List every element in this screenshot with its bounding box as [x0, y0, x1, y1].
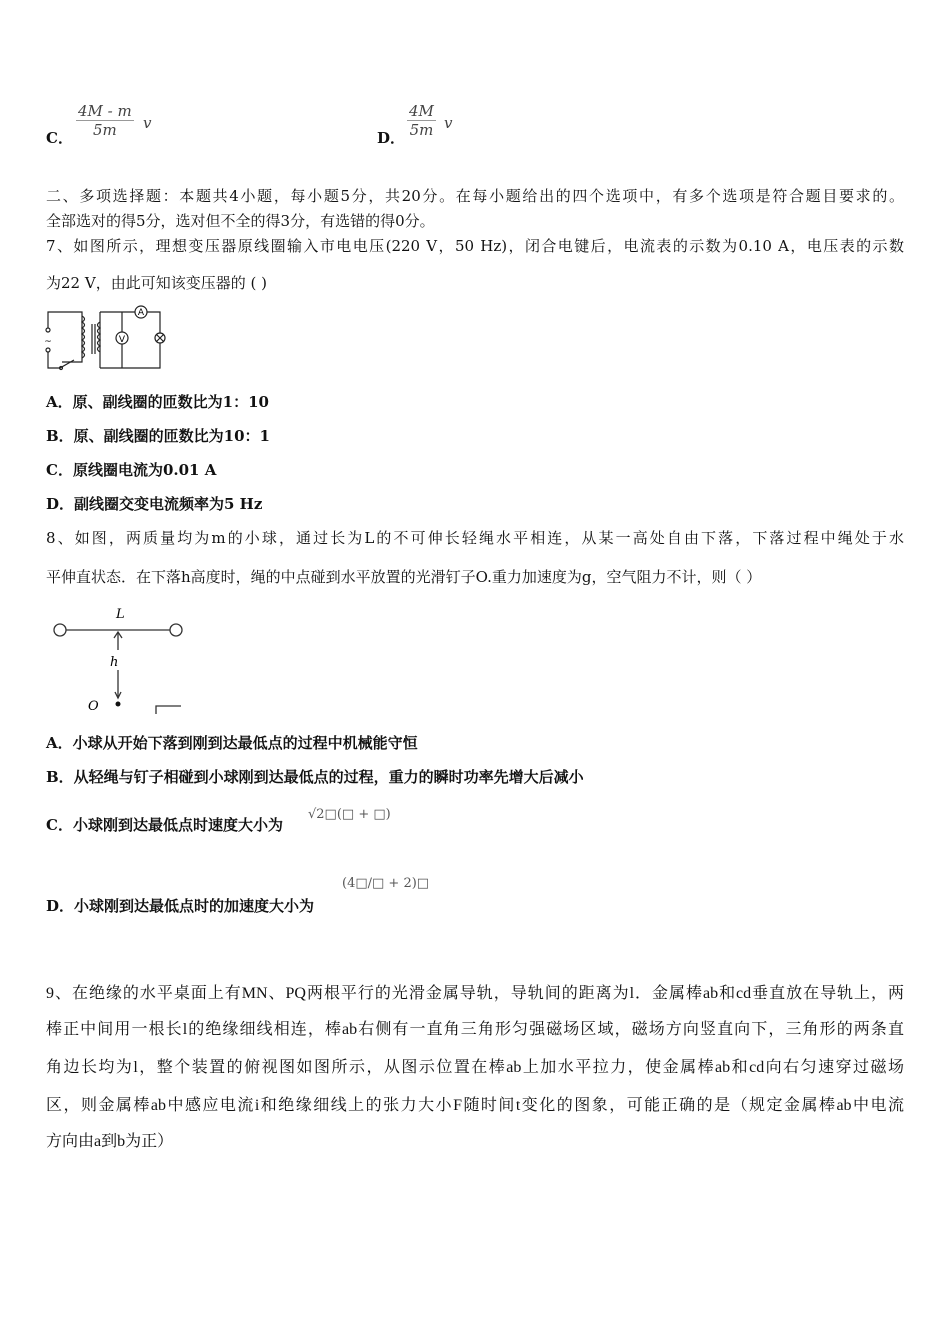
- length-label: L: [116, 607, 125, 622]
- option-d-denominator: 5m: [409, 121, 434, 139]
- right-ball-icon: [170, 624, 182, 636]
- q7-option-c: C．原线圈电流为0.01 A: [46, 461, 217, 479]
- option-d-suffix: v: [444, 114, 453, 132]
- q8-option-d: D．小球刚到达最低点时的加速度大小为: [46, 897, 315, 915]
- option-c-suffix: v: [143, 114, 152, 132]
- option-c-numerator: 4M - m: [78, 102, 132, 120]
- q7-option-d: D．副线圈交变电流频率为5 Hz: [46, 495, 263, 513]
- q7-stem-line: 7、如图所示，理想变压器原线圈输入市电电压(220 V，50 Hz)，闭合电键后，电流表的示数为0.10 A，电压表的示数: [46, 237, 904, 255]
- option-d-label: D．: [377, 129, 406, 147]
- transformer-circuit-diagram: [42, 302, 172, 372]
- q9-stem-line: 区，则金属棒ab中感应电流i和绝缘细线上的张力大小F随时间t变化的图象，可能正确的是（规定金属棒ab中电流: [46, 1097, 904, 1114]
- q8-option-d-formula: (4□/□ + 2)□: [342, 876, 430, 891]
- q7-option-b: B．原、副线圈的匝数比为10：1: [46, 427, 270, 445]
- q7-stem-line: 为22 V，由此可知该变压器的 ( ): [46, 274, 267, 292]
- q9-stem-line: 角边长均为l，整个装置的俯视图如图所示，从图示位置在棒ab上加水平拉力，使金属棒ab和cd向右匀速穿过磁场: [46, 1059, 904, 1076]
- option-c-denominator: 5m: [92, 121, 117, 139]
- voltmeter-label: V: [118, 335, 126, 345]
- source-terminal-icon: [46, 348, 50, 352]
- nail-label: O: [88, 699, 99, 714]
- q9-stem-line: 9、在绝缘的水平桌面上有MN、PQ两根平行的光滑金属导轨，导轨间的距离为l．金属棒ab和cd垂直放在导轨上，两: [46, 985, 904, 1002]
- q8-option-a: A．小球从开始下落到刚到达最低点的过程中机械能守恒: [46, 734, 418, 752]
- q7-option-a: A．原、副线圈的匝数比为1：10: [46, 393, 269, 411]
- q8-option-b: B．从轻绳与钉子相碰到小球刚到达最低点的过程，重力的瞬时功率先增大后减小: [46, 768, 584, 786]
- q8-stem-line: 8、如图，两质量均为m的小球，通过长为L的不可伸长轻绳水平相连，从某一高处自由下落，下落过程中绳处于水: [46, 529, 904, 547]
- q9-stem-line: 方向由a到b为正）: [46, 1133, 174, 1150]
- nail-icon: [116, 702, 121, 707]
- option-d-fraction: [407, 102, 436, 139]
- q8-option-c-formula: √2□(□ + □): [308, 807, 391, 822]
- option-c-label: C．: [46, 129, 73, 147]
- option-c-fraction: [76, 102, 134, 139]
- section-heading-line: 二、多项选择题：本题共4小题，每小题5分，共20分。在每小题给出的四个选项中，有多个选项是符合题目要求的。: [46, 187, 904, 205]
- q9-stem-line: 棒正中间用一根长l的绝缘细线相连，棒ab右侧有一直角三角形匀强磁场区域，磁场方向竖直向下，三角形的两条直: [46, 1021, 904, 1038]
- left-ball-icon: [54, 624, 66, 636]
- height-label: h: [110, 655, 119, 670]
- source-terminal-icon: [46, 328, 50, 332]
- q8-option-c: C．小球刚到达最低点时速度大小为: [46, 816, 283, 834]
- q8-stem-line: 平伸直状态．在下落h高度时，绳的中点碰到水平放置的光滑钉子O.重力加速度为g，空气阻力不计，则（ ）: [46, 568, 762, 586]
- ac-source-label: ~: [44, 337, 52, 347]
- pendulum-nail-diagram: [46, 602, 191, 717]
- option-d-numerator: 4M: [409, 102, 434, 120]
- section-heading-line: 全部选对的得5分，选对但不全的得3分，有选错的得0分。: [46, 212, 435, 230]
- ammeter-label: A: [137, 308, 145, 318]
